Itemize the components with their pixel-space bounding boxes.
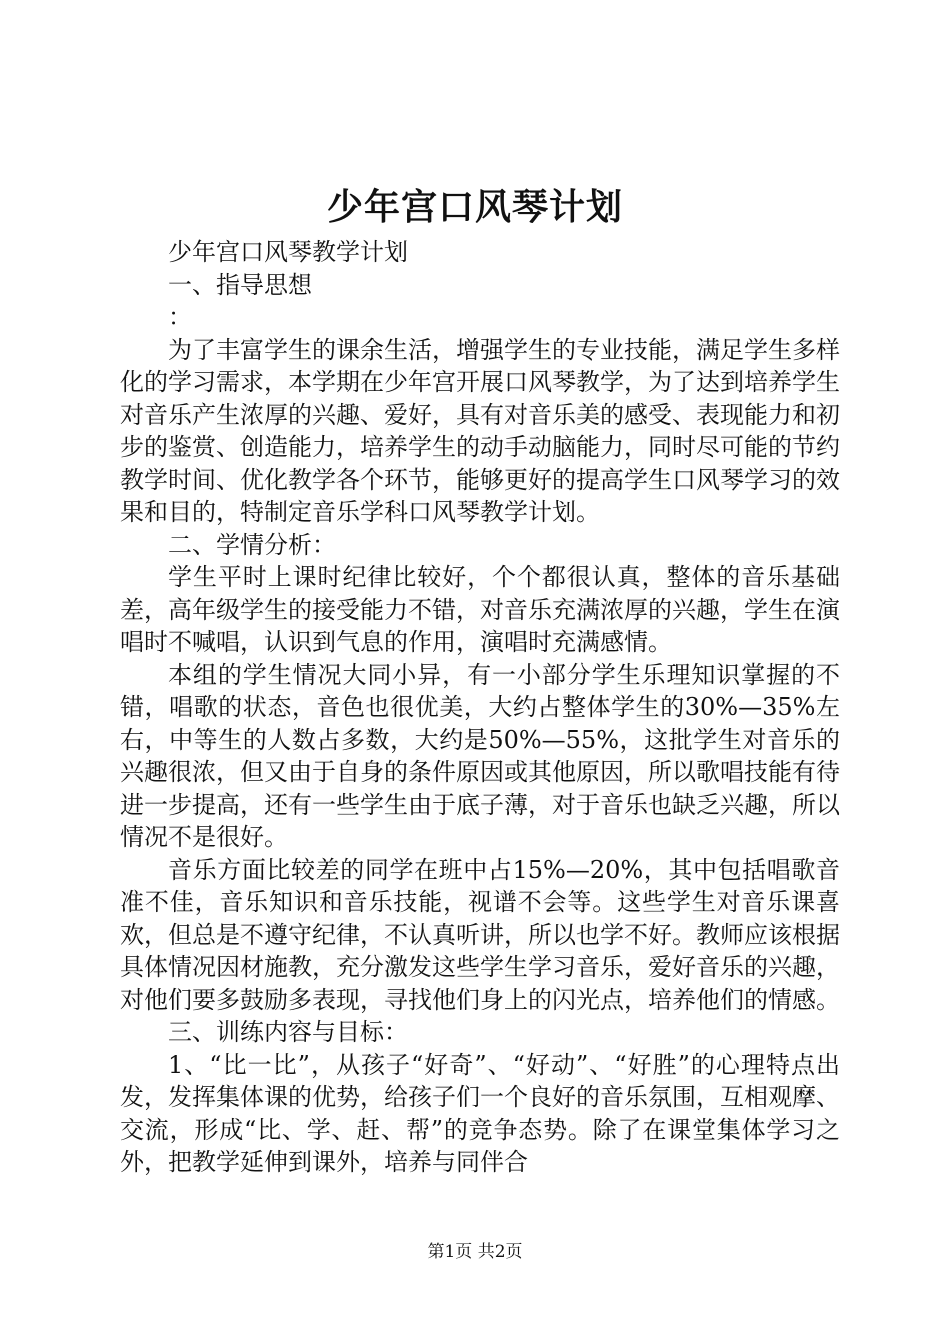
section-heading-training-goals: 三、训练内容与目标：: [168, 1018, 408, 1046]
paragraph-student-discipline: 学生平时上课时纪律比较好，个个都很认真，整体的音乐基础差，高年级学生的接受能力不错，对音乐充满浓厚的兴趣，学生在演唱时不喊唱，认识到气息的作用，演唱时充满感情。: [120, 563, 840, 656]
section-heading-guiding-thought: 一、指导思想: [168, 270, 312, 299]
paragraph-colon: ：: [168, 303, 192, 331]
paragraph-subtitle: 少年宫口风琴教学计划: [168, 238, 408, 266]
paragraph-compare-activity: 1、“比一比”，从孩子“好奇”、“好动”、“好胜”的心理特点出发，发挥集体课的优势，给孩子们一个良好的音乐氛围，互相观摩、交流，形成“比、学、赶、帮”的竞争态势。除了在课堂集体学习之外，把教学延伸到课外，培养与同伴合: [120, 1050, 840, 1176]
paragraph-purpose: 为了丰富学生的课余生活，增强学生的专业技能，满足学生多样化的学习需求，本学期在少年宫开展口风琴教学，为了达到培养学生对音乐产生浓厚的兴趣、爱好，具有对音乐美的感受、表现能力和初步的鉴赏、创造能力，培养学生的动手动脑能力，同时尽可能的节约教学时间、优化教学各个环节，能够更好的提高学生口风琴学习的效果和目的，特制定音乐学科口风琴教学计划。: [120, 335, 840, 526]
page-footer: 第1页 共2页: [427, 1242, 523, 1262]
paragraph-group-situation: 本组的学生情况大同小异，有一小部分学生乐理知识掌握的不错，唱歌的状态，音色也很优美，大约占整体学生的30%—35%左右，中等生的人数占多数，大约是50%—55%，这批学生对音乐的兴趣很浓，但又由于自身的条件原因或其他原因，所以歌唱技能有待进一步提高，还有一些学生由于底子薄，对于音乐也缺乏兴趣，所以情况不是很好。: [120, 660, 840, 851]
document-body: [120, 236, 840, 1179]
section-heading-student-analysis: 二、学情分析：: [168, 530, 336, 559]
document-title: 少年宫口风琴计划: [326, 186, 623, 228]
paragraph-weak-students: 音乐方面比较差的同学在班中占15%—20%，其中包括唱歌音准不佳，音乐知识和音乐技能，视谱不会等。这些学生对音乐课喜欢，但总是不遵守纪律，不认真听讲，所以也学不好。教师应该根据具体情况因材施教，充分激发这些学生学习音乐，爱好音乐的兴趣，对他们要多鼓励多表现，寻找他们身上的闪光点，培养他们的情感。: [120, 855, 840, 1014]
